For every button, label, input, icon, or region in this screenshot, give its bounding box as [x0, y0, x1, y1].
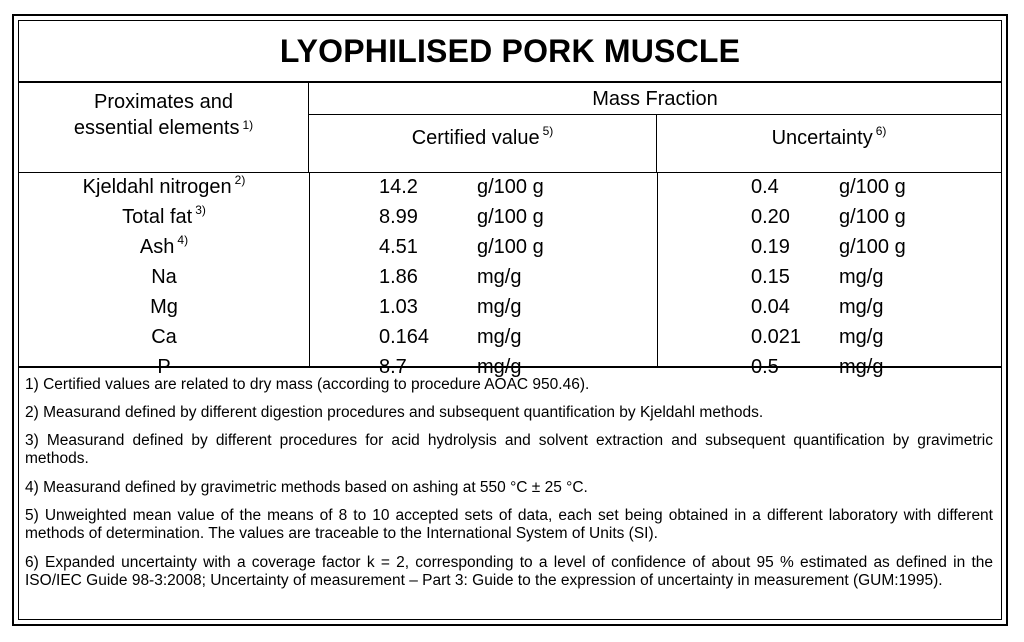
row-name: Kjeldahl nitrogen: [82, 176, 232, 198]
header-proximates: [19, 83, 309, 173]
footnote-ref: 4): [177, 233, 189, 247]
row-name: Total fat: [122, 206, 193, 228]
certified-value: 14.2: [379, 176, 418, 198]
footnote-ref: 1): [242, 118, 254, 132]
uncertainty-value: 0.19: [751, 236, 790, 258]
table-row: [19, 233, 1001, 263]
row-name-cell: [19, 203, 309, 229]
table-row: [19, 263, 1001, 293]
footnote-ref: 3): [195, 203, 206, 217]
uncertainty-unit: mg/g: [839, 296, 884, 318]
table-row: [19, 173, 1001, 203]
table-inner-frame: [18, 20, 1002, 620]
footnote-ref: 5): [542, 124, 554, 138]
footnote-1: 1) Certified values are related to dry mass (according to procedure AOAC 950.46).: [25, 376, 590, 393]
header-certified-text: Certified value: [411, 127, 540, 149]
row-name: Na: [151, 266, 177, 288]
footnote-6: 6) Expanded uncertainty with a coverage factor k = 2, corresponding to a level of confidence of about 95 % estimated as defined in the ISO/IEC Guide 98-3:2008; Uncertainty of measurement – Part 3: Guide to the expression of uncertainty in measurement (GUM:1995).: [25, 554, 993, 589]
footnote-2: 2) Measurand defined by different digestion procedures and subsequent quantification by Kjeldahl methods.: [25, 404, 764, 421]
uncertainty-unit: mg/g: [839, 326, 884, 348]
uncertainty-value: 0.4: [751, 176, 779, 198]
table-row: [19, 323, 1001, 353]
row-name-cell: [19, 233, 309, 259]
certified-value: 1.03: [379, 296, 418, 318]
header-uncertainty-text: Uncertainty: [771, 127, 873, 149]
uncertainty-value: 0.15: [751, 266, 790, 288]
footnote-ref: 6): [875, 124, 887, 138]
header-uncertainty: [657, 115, 1001, 173]
row-name: P: [157, 356, 171, 378]
certified-unit: g/100 g: [477, 236, 544, 258]
certificate-table: [12, 14, 1008, 626]
certified-unit: g/100 g: [477, 206, 544, 228]
uncertainty-unit: mg/g: [839, 356, 884, 378]
footnote-3: 3) Measurand defined by different procedures for acid hydrolysis and solvent extraction and subsequent quantification by gravimetric methods.: [25, 432, 993, 467]
header-mass-fraction: Mass Fraction: [309, 83, 1001, 115]
certified-unit: mg/g: [477, 326, 522, 348]
row-name: Mg: [150, 296, 178, 318]
uncertainty-unit: g/100 g: [839, 206, 906, 228]
certified-unit: mg/g: [477, 266, 522, 288]
footnote-5: 5) Unweighted mean value of the means of 8 to 10 accepted sets of data, each set being obtained in a different laboratory with different methods of determination. The values are traceable to the International System of Units (SI).: [25, 507, 993, 542]
row-name: Ash: [139, 236, 175, 258]
table-row: [19, 293, 1001, 323]
uncertainty-unit: g/100 g: [839, 236, 906, 258]
header-proximates-line1: Proximates and: [94, 91, 233, 113]
uncertainty-unit: mg/g: [839, 266, 884, 288]
certified-unit: mg/g: [477, 296, 522, 318]
footnote-ref: 2): [234, 173, 246, 187]
certified-value: 8.99: [379, 206, 418, 228]
uncertainty-value: 0.04: [751, 296, 790, 318]
row-name: Ca: [151, 326, 177, 348]
certified-value: 0.164: [379, 326, 430, 348]
header-proximates-text: essential elements: [73, 117, 240, 139]
table-title: LYOPHILISED PORK MUSCLE: [19, 21, 1001, 83]
table-row: [19, 203, 1001, 233]
certified-unit: g/100 g: [477, 176, 544, 198]
footnote-4: 4) Measurand defined by gravimetric methods based on ashing at 550 °C ± 25 °C.: [25, 479, 588, 496]
uncertainty-value: 0.021: [751, 326, 802, 348]
row-name-cell: [19, 173, 309, 199]
header-proximates-line2: [19, 115, 308, 141]
uncertainty-unit: g/100 g: [839, 176, 906, 198]
uncertainty-value: 0.5: [751, 356, 779, 378]
certified-unit: mg/g: [477, 356, 522, 378]
certified-value: 1.86: [379, 266, 418, 288]
certified-value: 4.51: [379, 236, 418, 258]
footnotes: [19, 366, 1001, 619]
uncertainty-value: 0.20: [751, 206, 790, 228]
header-certified-value: [309, 115, 657, 173]
certified-value: 8.7: [379, 356, 407, 378]
